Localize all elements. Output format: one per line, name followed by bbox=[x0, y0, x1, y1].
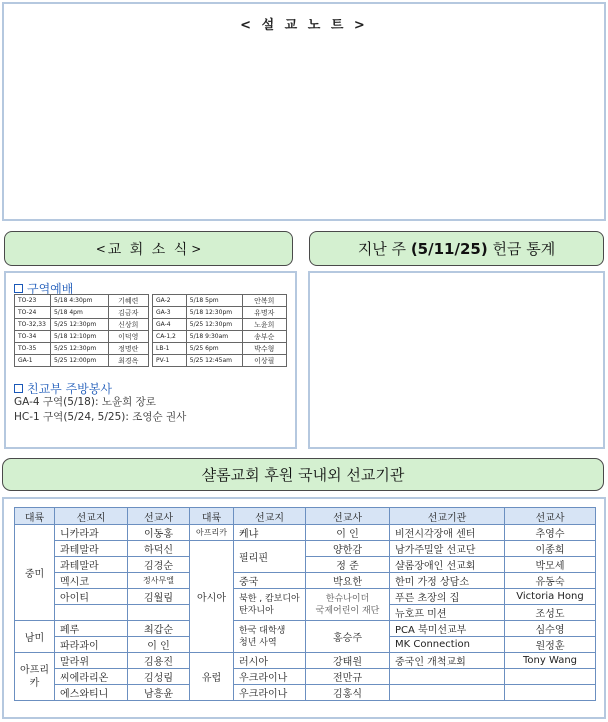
missionary: 김경순 bbox=[128, 557, 190, 573]
missionary: 전만규 bbox=[306, 669, 390, 685]
table-row bbox=[15, 573, 596, 589]
missionary: 박요한 bbox=[306, 573, 390, 589]
missionary: 박모세 bbox=[505, 557, 596, 573]
mission-field-line: 청년 사역 bbox=[239, 637, 277, 648]
missionary: 조성도 bbox=[505, 605, 596, 621]
mission-field: 말라위 bbox=[55, 653, 128, 669]
table-row bbox=[15, 525, 596, 541]
missions-table bbox=[14, 507, 596, 701]
column-header: 선교지 bbox=[55, 508, 128, 525]
mission-field-line: 탄자니아 bbox=[239, 605, 274, 616]
missionary: 유동숙 bbox=[505, 573, 596, 589]
mission-org: 한미 가정 상담소 bbox=[390, 573, 505, 589]
district-code: TO-34 bbox=[15, 331, 51, 343]
missionary: 정사무엘 bbox=[128, 573, 190, 589]
column-header: 선교사 bbox=[128, 508, 190, 525]
missionary: 하덕신 bbox=[128, 541, 190, 557]
table-row bbox=[15, 319, 149, 331]
missionary: 이 인 bbox=[128, 637, 190, 653]
district-time: 5/18 9:30am bbox=[186, 331, 242, 343]
column-header: 선교사 bbox=[306, 508, 390, 525]
mission-org bbox=[390, 669, 505, 685]
missionary: 이동홍 bbox=[128, 525, 190, 541]
kitchen-service-title: 친교부 주방봉사 bbox=[27, 382, 112, 396]
district-host: 박수형 bbox=[242, 343, 286, 355]
missionary: 김용진 bbox=[128, 653, 190, 669]
district-host: 기혜련 bbox=[108, 295, 148, 307]
mission-field: 과테말라 bbox=[55, 557, 128, 573]
missionary: 정 준 bbox=[306, 557, 390, 573]
mission-field: 니카라과 bbox=[55, 525, 128, 541]
table-row bbox=[15, 307, 149, 319]
missionary: 심수영 bbox=[505, 621, 596, 637]
church-news-header-suffix: > bbox=[191, 241, 202, 256]
table-row bbox=[15, 589, 596, 605]
district-time: 5/18 12:30pm bbox=[186, 307, 242, 319]
table-header-row bbox=[15, 508, 596, 525]
mission-field bbox=[234, 621, 306, 653]
district-host: 정명란 bbox=[108, 343, 148, 355]
district-host: 신상희 bbox=[108, 319, 148, 331]
continent-cell: 남미 bbox=[15, 621, 55, 653]
column-header: 선교기관 bbox=[390, 508, 505, 525]
table-row bbox=[153, 307, 287, 319]
mission-field-line: 북한 , 캄보디아 bbox=[239, 593, 300, 604]
table-row bbox=[15, 653, 596, 669]
district-code: GA-1 bbox=[15, 355, 51, 367]
mission-org: MK Connection bbox=[390, 637, 505, 653]
district-time: 5/18 4pm bbox=[50, 307, 108, 319]
column-header: 대륙 bbox=[15, 508, 55, 525]
missionary: 남흥윤 bbox=[128, 685, 190, 701]
mission-org: 남가주밀알 선교단 bbox=[390, 541, 505, 557]
column-header: 선교사 bbox=[505, 508, 596, 525]
table-row bbox=[153, 355, 287, 367]
missions-header bbox=[2, 458, 604, 491]
district-code: TO-32,33 bbox=[15, 319, 51, 331]
continent-cell: 중미 bbox=[15, 525, 55, 621]
table-row bbox=[15, 669, 596, 685]
missionary bbox=[505, 669, 596, 685]
district-code: CA-1,2 bbox=[153, 331, 187, 343]
district-code: GA-2 bbox=[153, 295, 187, 307]
table-row bbox=[15, 295, 149, 307]
missionary-line: 한슈나이더 bbox=[325, 593, 370, 604]
mission-field: 케냐 bbox=[234, 525, 306, 541]
mission-field: 씨에라리온 bbox=[55, 669, 128, 685]
table-row bbox=[15, 557, 596, 573]
missionary: 김월림 bbox=[128, 589, 190, 605]
table-row bbox=[153, 295, 287, 307]
mission-field: 과테말라 bbox=[55, 541, 128, 557]
district-time: 5/25 6pm bbox=[186, 343, 242, 355]
church-news-header-title: 교 회 소 식 bbox=[107, 241, 190, 258]
church-news-header-prefix: < bbox=[95, 241, 106, 256]
kitchen-service-line: GA-4 구역(5/18): 노윤희 장로 bbox=[14, 396, 156, 408]
offering-header-post: 헌금 통계 bbox=[487, 240, 556, 258]
district-host: 송부순 bbox=[242, 331, 286, 343]
mission-field: 중국 bbox=[234, 573, 306, 589]
mission-field: 페루 bbox=[55, 621, 128, 637]
district-host: 유명자 bbox=[242, 307, 286, 319]
district-time: 5/25 12:00pm bbox=[50, 355, 108, 367]
mission-field: 에스와티니 bbox=[55, 685, 128, 701]
mission-field: 러시아 bbox=[234, 653, 306, 669]
offering-stats-header bbox=[309, 231, 604, 266]
continent-cell: 아프리카 bbox=[15, 653, 55, 701]
district-code: PV-1 bbox=[153, 355, 187, 367]
table-row bbox=[15, 355, 149, 367]
continent-cell: 아시아 bbox=[190, 541, 234, 653]
continent-cell: 아프리카 bbox=[190, 525, 234, 541]
mission-field: 우크라이나 bbox=[234, 685, 306, 701]
district-host: 최경옥 bbox=[108, 355, 148, 367]
mission-field: 필리핀 bbox=[234, 541, 306, 573]
district-host: 안복희 bbox=[242, 295, 286, 307]
district-code: GA-3 bbox=[153, 307, 187, 319]
missionary bbox=[128, 605, 190, 621]
table-row bbox=[15, 685, 596, 701]
missionary: 홍승주 bbox=[306, 621, 390, 653]
table-row bbox=[153, 343, 287, 355]
missionary: 이종희 bbox=[505, 541, 596, 557]
continent-cell: 유럽 bbox=[190, 653, 234, 701]
district-time: 5/25 12:30pm bbox=[186, 319, 242, 331]
missionary: 김홍식 bbox=[306, 685, 390, 701]
district-time: 5/18 12:10pm bbox=[50, 331, 108, 343]
missionary: 강태원 bbox=[306, 653, 390, 669]
kitchen-service-line: HC-1 구역(5/24, 5/25): 조영순 권사 bbox=[14, 411, 187, 423]
missionary: 이 인 bbox=[306, 525, 390, 541]
mission-org: PCA 북미선교부 bbox=[390, 621, 505, 637]
district-host: 이상필 bbox=[242, 355, 286, 367]
table-row bbox=[15, 541, 596, 557]
sermon-notes-panel bbox=[2, 2, 606, 221]
missionary: 김성림 bbox=[128, 669, 190, 685]
church-news-header bbox=[4, 231, 293, 266]
district-table-left bbox=[14, 294, 149, 367]
district-time: 5/25 12:30pm bbox=[50, 343, 108, 355]
mission-field-line: 한국 대학생 bbox=[239, 625, 286, 636]
mission-org: 비전시각장애 센터 bbox=[390, 525, 505, 541]
mission-org: 푸른 초장의 집 bbox=[390, 589, 505, 605]
mission-field: 아이티 bbox=[55, 589, 128, 605]
offering-stats-panel bbox=[308, 271, 605, 449]
district-time: 5/18 4:30pm bbox=[50, 295, 108, 307]
mission-field bbox=[234, 589, 306, 621]
mission-field: 멕시코 bbox=[55, 573, 128, 589]
missionary: 원정훈 bbox=[505, 637, 596, 653]
column-header: 대륙 bbox=[190, 508, 234, 525]
table-row bbox=[153, 331, 287, 343]
district-code: TO-35 bbox=[15, 343, 51, 355]
district-host: 김금자 bbox=[108, 307, 148, 319]
table-row bbox=[15, 621, 596, 637]
checkbox-square-icon bbox=[14, 384, 23, 393]
missionary: 최갑순 bbox=[128, 621, 190, 637]
missionary: 양한감 bbox=[306, 541, 390, 557]
sermon-notes-title: < 설 교 노 트 > bbox=[240, 18, 368, 33]
checkbox-square-icon bbox=[14, 284, 23, 293]
district-code: TO-24 bbox=[15, 307, 51, 319]
kitchen-service-list bbox=[14, 395, 186, 425]
mission-org: 뉴호프 미션 bbox=[390, 605, 505, 621]
district-code: TO-23 bbox=[15, 295, 51, 307]
missionary: Tony Wang bbox=[505, 653, 596, 669]
table-row bbox=[15, 343, 149, 355]
district-host: 이덕영 bbox=[108, 331, 148, 343]
missionary: 추영수 bbox=[505, 525, 596, 541]
mission-field bbox=[55, 605, 128, 621]
district-host: 노윤희 bbox=[242, 319, 286, 331]
district-time: 5/18 5pm bbox=[186, 295, 242, 307]
column-header: 선교지 bbox=[234, 508, 306, 525]
mission-org: 중국인 개척교회 bbox=[390, 653, 505, 669]
district-time: 5/25 12:30pm bbox=[50, 319, 108, 331]
offering-header-date: (5/11/25) bbox=[410, 239, 488, 258]
mission-field: 파라과이 bbox=[55, 637, 128, 653]
district-table-right bbox=[152, 294, 287, 367]
missionary bbox=[505, 685, 596, 701]
church-news-panel bbox=[4, 271, 297, 449]
district-worship-title: 구역예배 bbox=[27, 282, 74, 296]
missionary bbox=[306, 589, 390, 621]
missionary: Victoria Hong bbox=[505, 589, 596, 605]
offering-header-pre: 지난 주 bbox=[357, 240, 411, 258]
table-row bbox=[15, 331, 149, 343]
mission-org bbox=[390, 685, 505, 701]
mission-org: 샬롬장애인 선교회 bbox=[390, 557, 505, 573]
mission-field: 우크라이나 bbox=[234, 669, 306, 685]
missionary-line: 국제어린이 재단 bbox=[315, 605, 380, 616]
district-time: 5/25 12:45am bbox=[186, 355, 242, 367]
missions-header-title: 샬롬교회 후원 국내외 선교기관 bbox=[201, 466, 405, 484]
district-code: LB-1 bbox=[153, 343, 187, 355]
table-row bbox=[153, 319, 287, 331]
district-code: GA-4 bbox=[153, 319, 187, 331]
